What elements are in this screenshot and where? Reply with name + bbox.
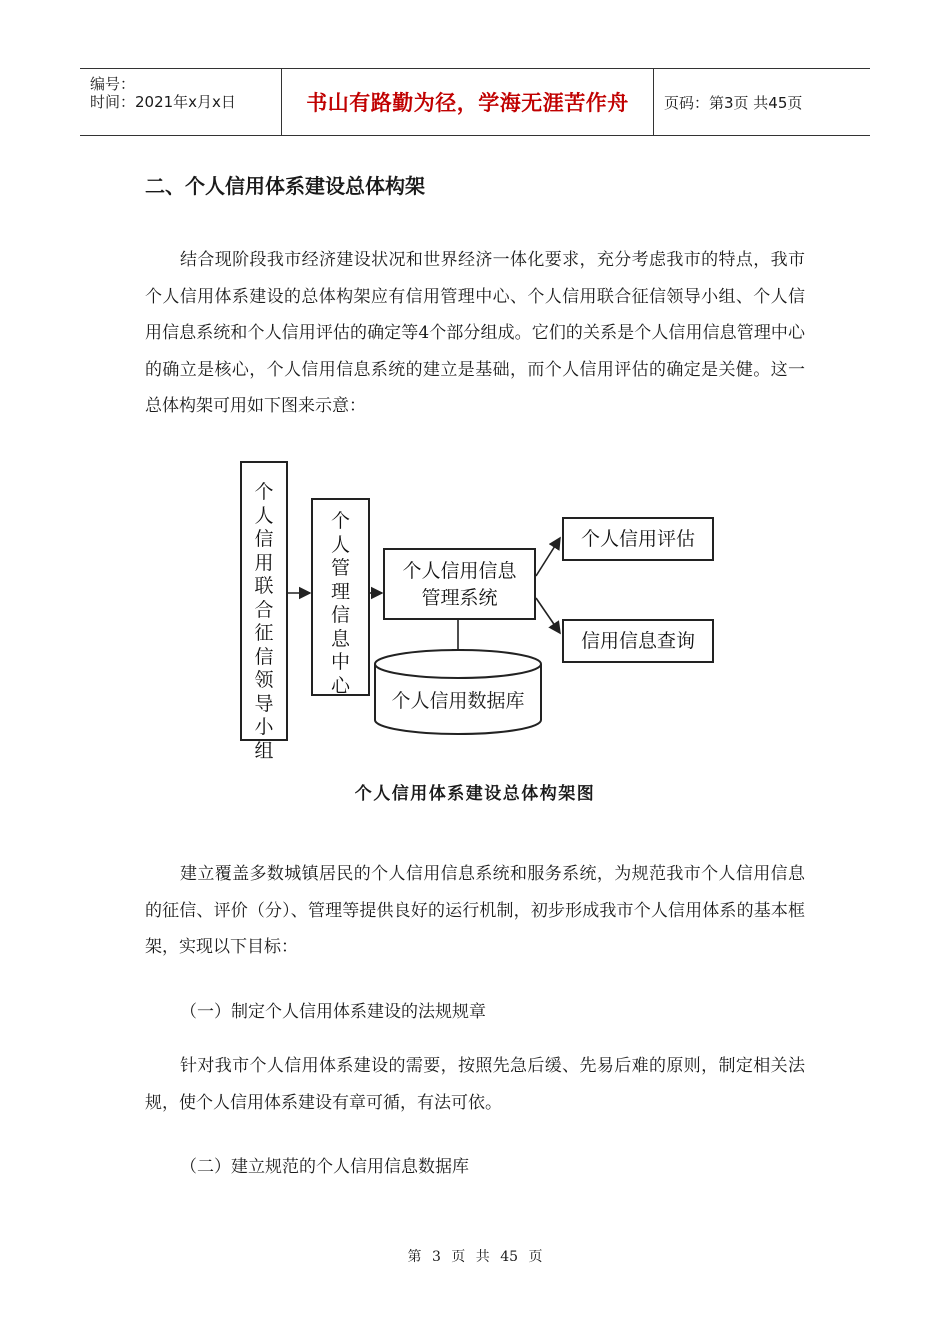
header-motto-cell	[282, 69, 654, 135]
management-center-label: 个人管理信息中心	[330, 510, 350, 697]
info-system-label-line2: 管理系统	[421, 587, 498, 609]
arrow-system-to-evaluation	[536, 538, 560, 576]
leading-group-label: 个人信用联合征信领导小组	[254, 481, 274, 762]
info-system-box	[383, 548, 536, 620]
intro-paragraph: 结合现阶段我市经济建设状况和世界经济一体化要求，充分考虑我市的特点，我市个人信用体系建设的总体构架应有信用管理中心、个人信用联合征信领导小组、个人信用信息系统和个人信用评估的确定等4个部分组成。它们的关系是个人信用信息管理中心的确立是核心，个人信用信息系统的建立是基础，而个人信用评估的确定是关健。这一总体构架可用如下图来示意：	[145, 250, 805, 416]
header-motto: 书山有路勤为径，学海无涯苦作舟	[306, 91, 629, 115]
page-header	[80, 68, 870, 136]
document-code-label: 编号：	[90, 75, 136, 93]
management-center-box	[311, 498, 370, 696]
database-label: 个人信用数据库	[391, 690, 525, 712]
info-system-label-line1: 个人信用信息	[402, 560, 517, 582]
leading-group-box	[240, 461, 288, 762]
evaluation-label: 个人信用评估	[580, 528, 695, 550]
subheading-2: （二）建立规范的个人信用信息数据库	[180, 1157, 469, 1177]
document-time-label: 时间：2021年x月x日	[90, 93, 236, 111]
section-title: 二、个人信用体系建设总体构架	[145, 174, 425, 198]
page-footer: 第 3 页 共 45 页	[407, 1249, 543, 1265]
subheading-1: （一）制定个人信用体系建设的法规规章	[180, 1002, 486, 1022]
evaluation-box	[562, 517, 714, 561]
diagram-caption: 个人信用体系建设总体构架图	[354, 784, 596, 804]
goal-paragraph: 建立覆盖多数城镇居民的个人信用信息系统和服务系统，为规范我市个人信用信息的征信、评价（分）、管理等提供良好的运行机制，初步形成我市个人信用体系的基本框架，实现以下目标：	[145, 864, 805, 957]
header-page-info: 页码：第3页 共45页	[664, 93, 803, 112]
query-box	[562, 619, 714, 663]
regulation-paragraph: 针对我市个人信用体系建设的需要，按照先急后缓、先易后难的原则，制定相关法规，使个人信用体系建设有章可循，有法可依。	[145, 1056, 805, 1113]
architecture-diagram	[220, 448, 740, 762]
arrow-system-to-query	[536, 598, 560, 633]
header-meta	[80, 69, 282, 135]
query-label: 信用信息查询	[580, 630, 695, 652]
